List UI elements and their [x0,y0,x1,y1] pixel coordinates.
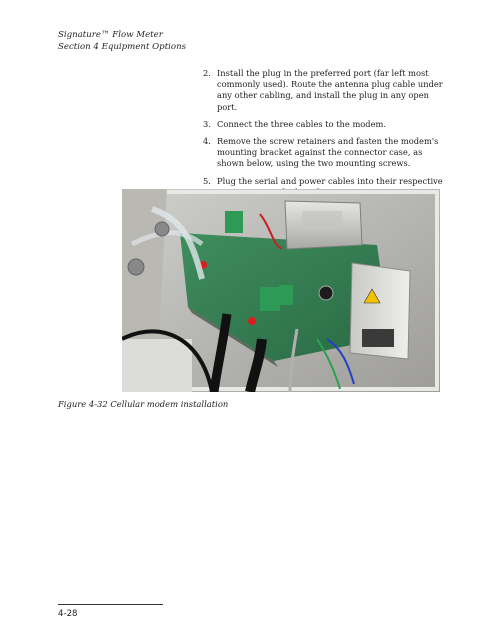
header-title: Signature™ Flow Meter [58,30,163,40]
step-text: Remove the screw retainers and fasten the modem's mounting bracket against the connector case, as shown below, using the two mounting screws. [217,136,439,169]
step-text: Plug the serial and power cables into their respective [217,175,443,186]
step-item [203,68,448,113]
terminal-block [225,211,243,233]
running-header [58,29,186,53]
modem-installation-photo [122,189,440,392]
step-number: 2. [203,68,211,78]
terminal-block [279,285,293,305]
step-number: 4. [203,136,211,147]
power-supply-connector [362,329,394,347]
cable-gland [155,222,169,236]
step-number: 5. [203,175,211,186]
enclosure-bottom-lip [122,339,192,392]
terminal-block [260,287,280,311]
page-number: 4-28 [58,609,78,619]
header-section: Section 4 Equipment Options [58,42,187,52]
figure-caption: Figure 4-32 Cellular modem installation [58,399,229,409]
round-capacitor [319,286,333,300]
step-text: Install the plug in the preferred port (far left most commonly used). Route the antenna plug cable under any other cabling, and install the plug in any open port. [217,68,443,112]
footer-rule [58,604,163,605]
led-indicator [248,317,256,325]
cable-gland [128,259,144,275]
step-number: 3. [203,118,211,129]
instruction-steps [203,68,448,204]
step-item [203,136,448,170]
step-item [203,119,448,130]
step-text: Connect the three cables to the modem. [217,118,387,129]
modem-label [302,211,342,231]
